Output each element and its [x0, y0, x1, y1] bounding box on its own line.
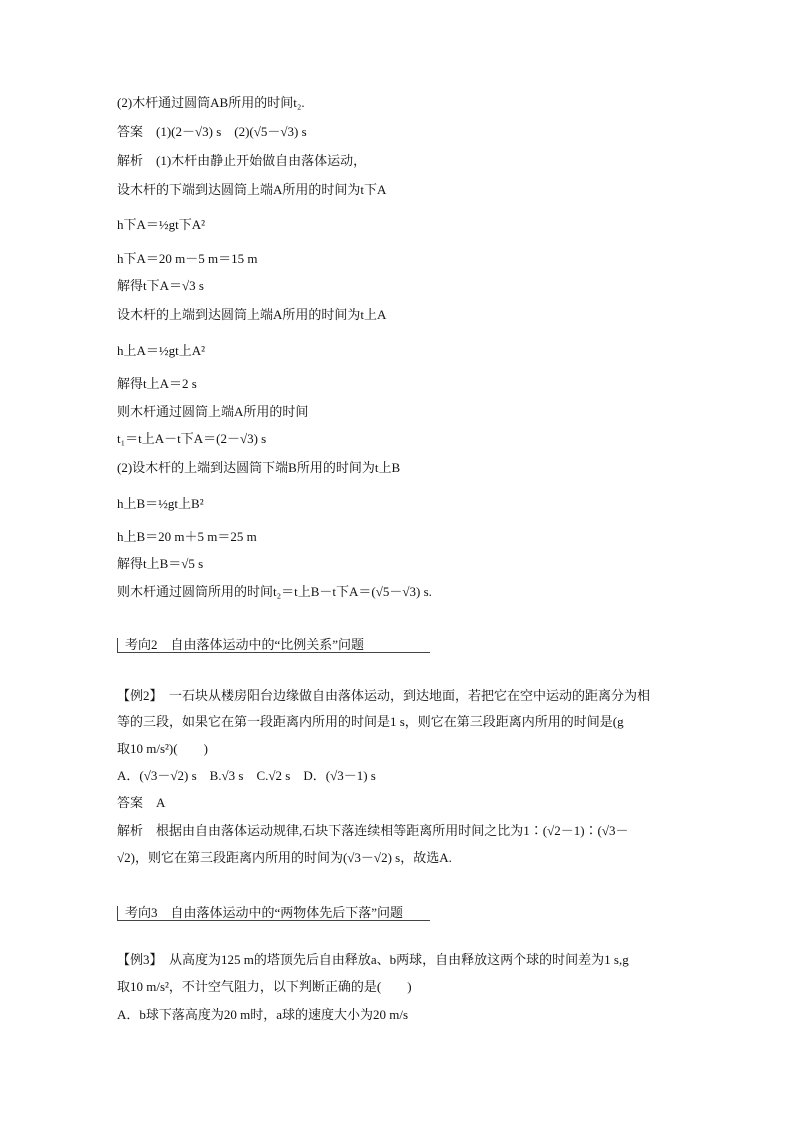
- text-line: (2)设木杆的上端到达圆筒下端B所用的时间为t上B: [117, 460, 401, 475]
- section-title: 考向3 自由落体运动中的“两物体先后下落”问题: [125, 905, 404, 920]
- analysis-line: 解析 根据由自由落体运动规律,石块下落连续相等距离所用时间之比为1∶(√2－1)∶(√3－: [117, 823, 629, 838]
- result-line: 解得t下A＝√3 s: [117, 278, 204, 293]
- answer-line: 答案 A: [117, 795, 166, 810]
- question-part-2: (2)木杆通过圆筒AB所用的时间t₂.: [117, 95, 305, 110]
- formula-line: h下A＝20 m－5 m＝15 m: [117, 251, 258, 266]
- text-line: 则木杆通过圆筒上端A所用的时间: [117, 404, 309, 419]
- answer-line: 答案 (1)(2－√3) s (2)(√5－√3) s: [117, 124, 307, 139]
- conclusion-line: 则木杆通过圆筒所用的时间t₂＝t上B－t下A＝(√5－√3) s.: [117, 584, 432, 599]
- result-line: 解得t上A＝2 s: [117, 376, 197, 391]
- section-header-kaoxiang-3: [117, 900, 430, 921]
- example-3-text: 取10 m/s²，不计空气阻力，以下判断正确的是( ): [117, 979, 412, 994]
- example-3-option: A．b球下落高度为20 m时，a球的速度大小为20 m/s: [117, 1007, 409, 1022]
- text-line: 设木杆的下端到达圆筒上端A所用的时间为t下A: [117, 182, 387, 197]
- analysis-line: 解析 (1)木杆由静止开始做自由落体运动，: [117, 153, 367, 168]
- section-title: 考向2 自由落体运动中的“比例关系”问题: [125, 637, 365, 652]
- analysis-line: √2)，则它在第三段距离内所用的时间为(√3－√2) s，故选A.: [117, 850, 452, 865]
- formula-line: h上A＝½gt上A²: [117, 343, 206, 358]
- example-2-text: 等的三段，如果它在第一段距离内所用的时间是1 s，则它在第三段距离内所用的时间是(g: [117, 714, 624, 729]
- example-2-options: A．(√3－√2) s B.√3 s C.√2 s D．(√3－1) s: [117, 768, 376, 783]
- result-line: 解得t上B＝√5 s: [117, 556, 204, 571]
- example-2-text: 【例2】 一石块从楼房阳台边缘做自由落体运动，到达地面，若把它在空中运动的距离分为相: [117, 688, 651, 703]
- formula-line: h上B＝½gt上B²: [117, 496, 204, 511]
- formula-line: t₁＝t上A－t下A＝(2－√3) s: [117, 431, 267, 446]
- example-3-text: 【例3】 从高度为125 m的塔顶先后自由释放a、b两球，自由释放这两个球的时间差为1 s,g: [117, 952, 629, 967]
- section-header-kaoxiang-2: [117, 632, 430, 653]
- formula-line: h下A＝½gt下A²: [117, 217, 206, 232]
- example-2-text: 取10 m/s²)( ): [117, 741, 208, 756]
- section-marker: [117, 906, 122, 920]
- formula-line: h上B＝20 m＋5 m＝25 m: [117, 529, 257, 544]
- text-line: 设木杆的上端到达圆筒上端A所用的时间为t上A: [117, 307, 387, 322]
- section-marker: [117, 638, 122, 652]
